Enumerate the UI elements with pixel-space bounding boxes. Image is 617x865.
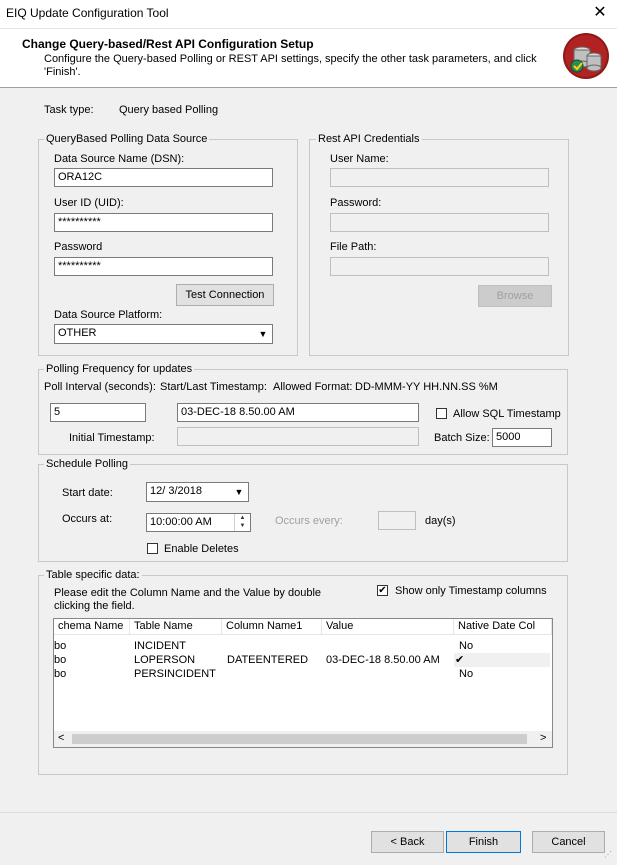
start-date-picker[interactable] [146, 482, 249, 502]
rest-password-input[interactable] [330, 213, 549, 232]
querybased-source-title: QueryBased Polling Data Source [46, 133, 208, 145]
show-only-timestamp-label: Show only Timestamp columns [395, 585, 547, 597]
back-button[interactable]: < Back [371, 831, 444, 853]
native-cell-edit[interactable] [454, 653, 550, 667]
rest-user-label: User Name: [330, 153, 389, 165]
schedule-polling-group [38, 464, 568, 562]
table-data-title: Table specific data: [46, 569, 140, 581]
occurs-at-value: 10:00:00 AM [150, 516, 212, 528]
title-bar [0, 0, 617, 29]
cell-table: PERSINCIDENT [134, 668, 216, 680]
table-row[interactable] [54, 653, 552, 667]
allow-sql-label: Allow SQL Timestamp [453, 408, 561, 420]
batch-size-label: Batch Size: [434, 432, 490, 444]
resize-grip-icon[interactable]: ⋰ [604, 850, 612, 859]
task-type-value: Query based Polling [119, 104, 219, 116]
scroll-right-icon[interactable]: > [540, 732, 547, 744]
occurs-every-label: Occurs every: [275, 515, 343, 527]
cell-table: INCIDENT [134, 640, 186, 652]
column-header-value[interactable]: Value [322, 619, 454, 635]
cell-schema: bo [54, 654, 67, 666]
chevron-down-icon[interactable]: ▼ [258, 329, 268, 339]
column-header-table[interactable]: Table Name [130, 619, 222, 635]
window-title: EIQ Update Configuration Tool [6, 6, 169, 20]
occurs-at-label: Occurs at: [62, 513, 113, 525]
rest-user-input[interactable] [330, 168, 549, 187]
header-title: Change Query-based/Rest API Configuration Setup [22, 37, 314, 51]
poll-interval-label: Poll Interval (seconds): [44, 381, 156, 393]
cell-table: LOPERSON [134, 654, 196, 666]
password-input[interactable]: ********** [54, 257, 273, 276]
platform-value: OTHER [58, 327, 97, 339]
database-gear-icon [562, 32, 610, 80]
password-label: Password [54, 241, 103, 253]
column-header-native[interactable]: Native Date Col [454, 619, 552, 635]
cell-native: No [459, 640, 474, 652]
platform-select[interactable] [54, 324, 273, 344]
calendar-dropdown-icon[interactable]: ▼ [234, 487, 244, 497]
schedule-polling-title: Schedule Polling [46, 458, 128, 470]
task-type-label: Task type: [44, 104, 94, 116]
start-timestamp-label: Start/Last Timestamp: [160, 381, 267, 393]
horizontal-scrollbar[interactable] [54, 731, 552, 747]
platform-label: Data Source Platform: [54, 309, 163, 321]
cell-native-checkbox[interactable]: ✔ [455, 654, 465, 666]
uid-input[interactable]: ********** [54, 213, 273, 232]
rest-password-label: Password: [330, 197, 382, 209]
initial-timestamp-input[interactable] [177, 427, 419, 446]
rest-filepath-input[interactable] [330, 257, 549, 276]
start-timestamp-input[interactable]: 03-DEC-18 8.50.00 AM [177, 403, 419, 422]
rest-api-title: Rest API Credentials [318, 133, 420, 145]
allowed-format-label: Allowed Format: [273, 381, 353, 393]
enable-deletes-checkbox[interactable] [147, 543, 158, 554]
cell-schema: bo [54, 640, 67, 652]
finish-button[interactable]: Finish [446, 831, 521, 853]
column-header-schema[interactable]: chema Name [54, 619, 130, 635]
table-row[interactable] [54, 667, 552, 681]
polling-frequency-title: Polling Frequency for updates [46, 363, 193, 375]
uid-label: User ID (UID): [54, 197, 124, 209]
poll-interval-input[interactable]: 5 [50, 403, 146, 422]
column-header-column[interactable]: Column Name1 [222, 619, 322, 635]
cell-value: 03-DEC-18 8.50.00 AM [326, 654, 440, 666]
table-instruction: Please edit the Column Name and the Value by double clicking the field. [54, 587, 322, 612]
table-listview[interactable] [53, 618, 553, 748]
enable-deletes-label: Enable Deletes [164, 543, 239, 555]
rest-filepath-label: File Path: [330, 241, 377, 253]
start-date-label: Start date: [62, 487, 113, 499]
cell-native: No [459, 668, 474, 680]
initial-timestamp-label: Initial Timestamp: [69, 432, 155, 444]
footer-divider [0, 812, 617, 813]
allowed-format-value: DD-MMM-YY HH.NN.SS %M [355, 381, 498, 393]
cell-schema: bo [54, 668, 67, 680]
browse-button[interactable]: Browse [478, 285, 552, 307]
header-description: Configure the Query-based Polling or REST API settings, specify the other task parameters, and click 'Finish'. [44, 53, 537, 78]
scroll-left-icon[interactable]: < [58, 732, 65, 744]
days-label: day(s) [425, 515, 456, 527]
table-row[interactable] [54, 639, 552, 653]
cancel-button[interactable]: Cancel [532, 831, 605, 853]
wizard-header [0, 29, 617, 88]
dsn-label: Data Source Name (DSN): [54, 153, 185, 165]
time-spinner-icon[interactable]: ▲ ▼ [234, 514, 250, 531]
cell-column: DATEENTERED [227, 654, 309, 666]
dsn-input[interactable]: ORA12C [54, 168, 273, 187]
allow-sql-checkbox[interactable] [436, 408, 447, 419]
batch-size-input[interactable]: 5000 [492, 428, 552, 447]
start-date-value: 12/ 3/2018 [150, 485, 202, 497]
close-icon[interactable]: ✕ [593, 4, 607, 21]
scroll-thumb[interactable] [72, 734, 527, 744]
test-connection-button[interactable]: Test Connection [176, 284, 274, 306]
show-only-timestamp-checkbox[interactable]: ✔ [378, 585, 387, 596]
occurs-every-input[interactable] [378, 511, 416, 530]
occurs-at-input[interactable] [146, 513, 251, 532]
